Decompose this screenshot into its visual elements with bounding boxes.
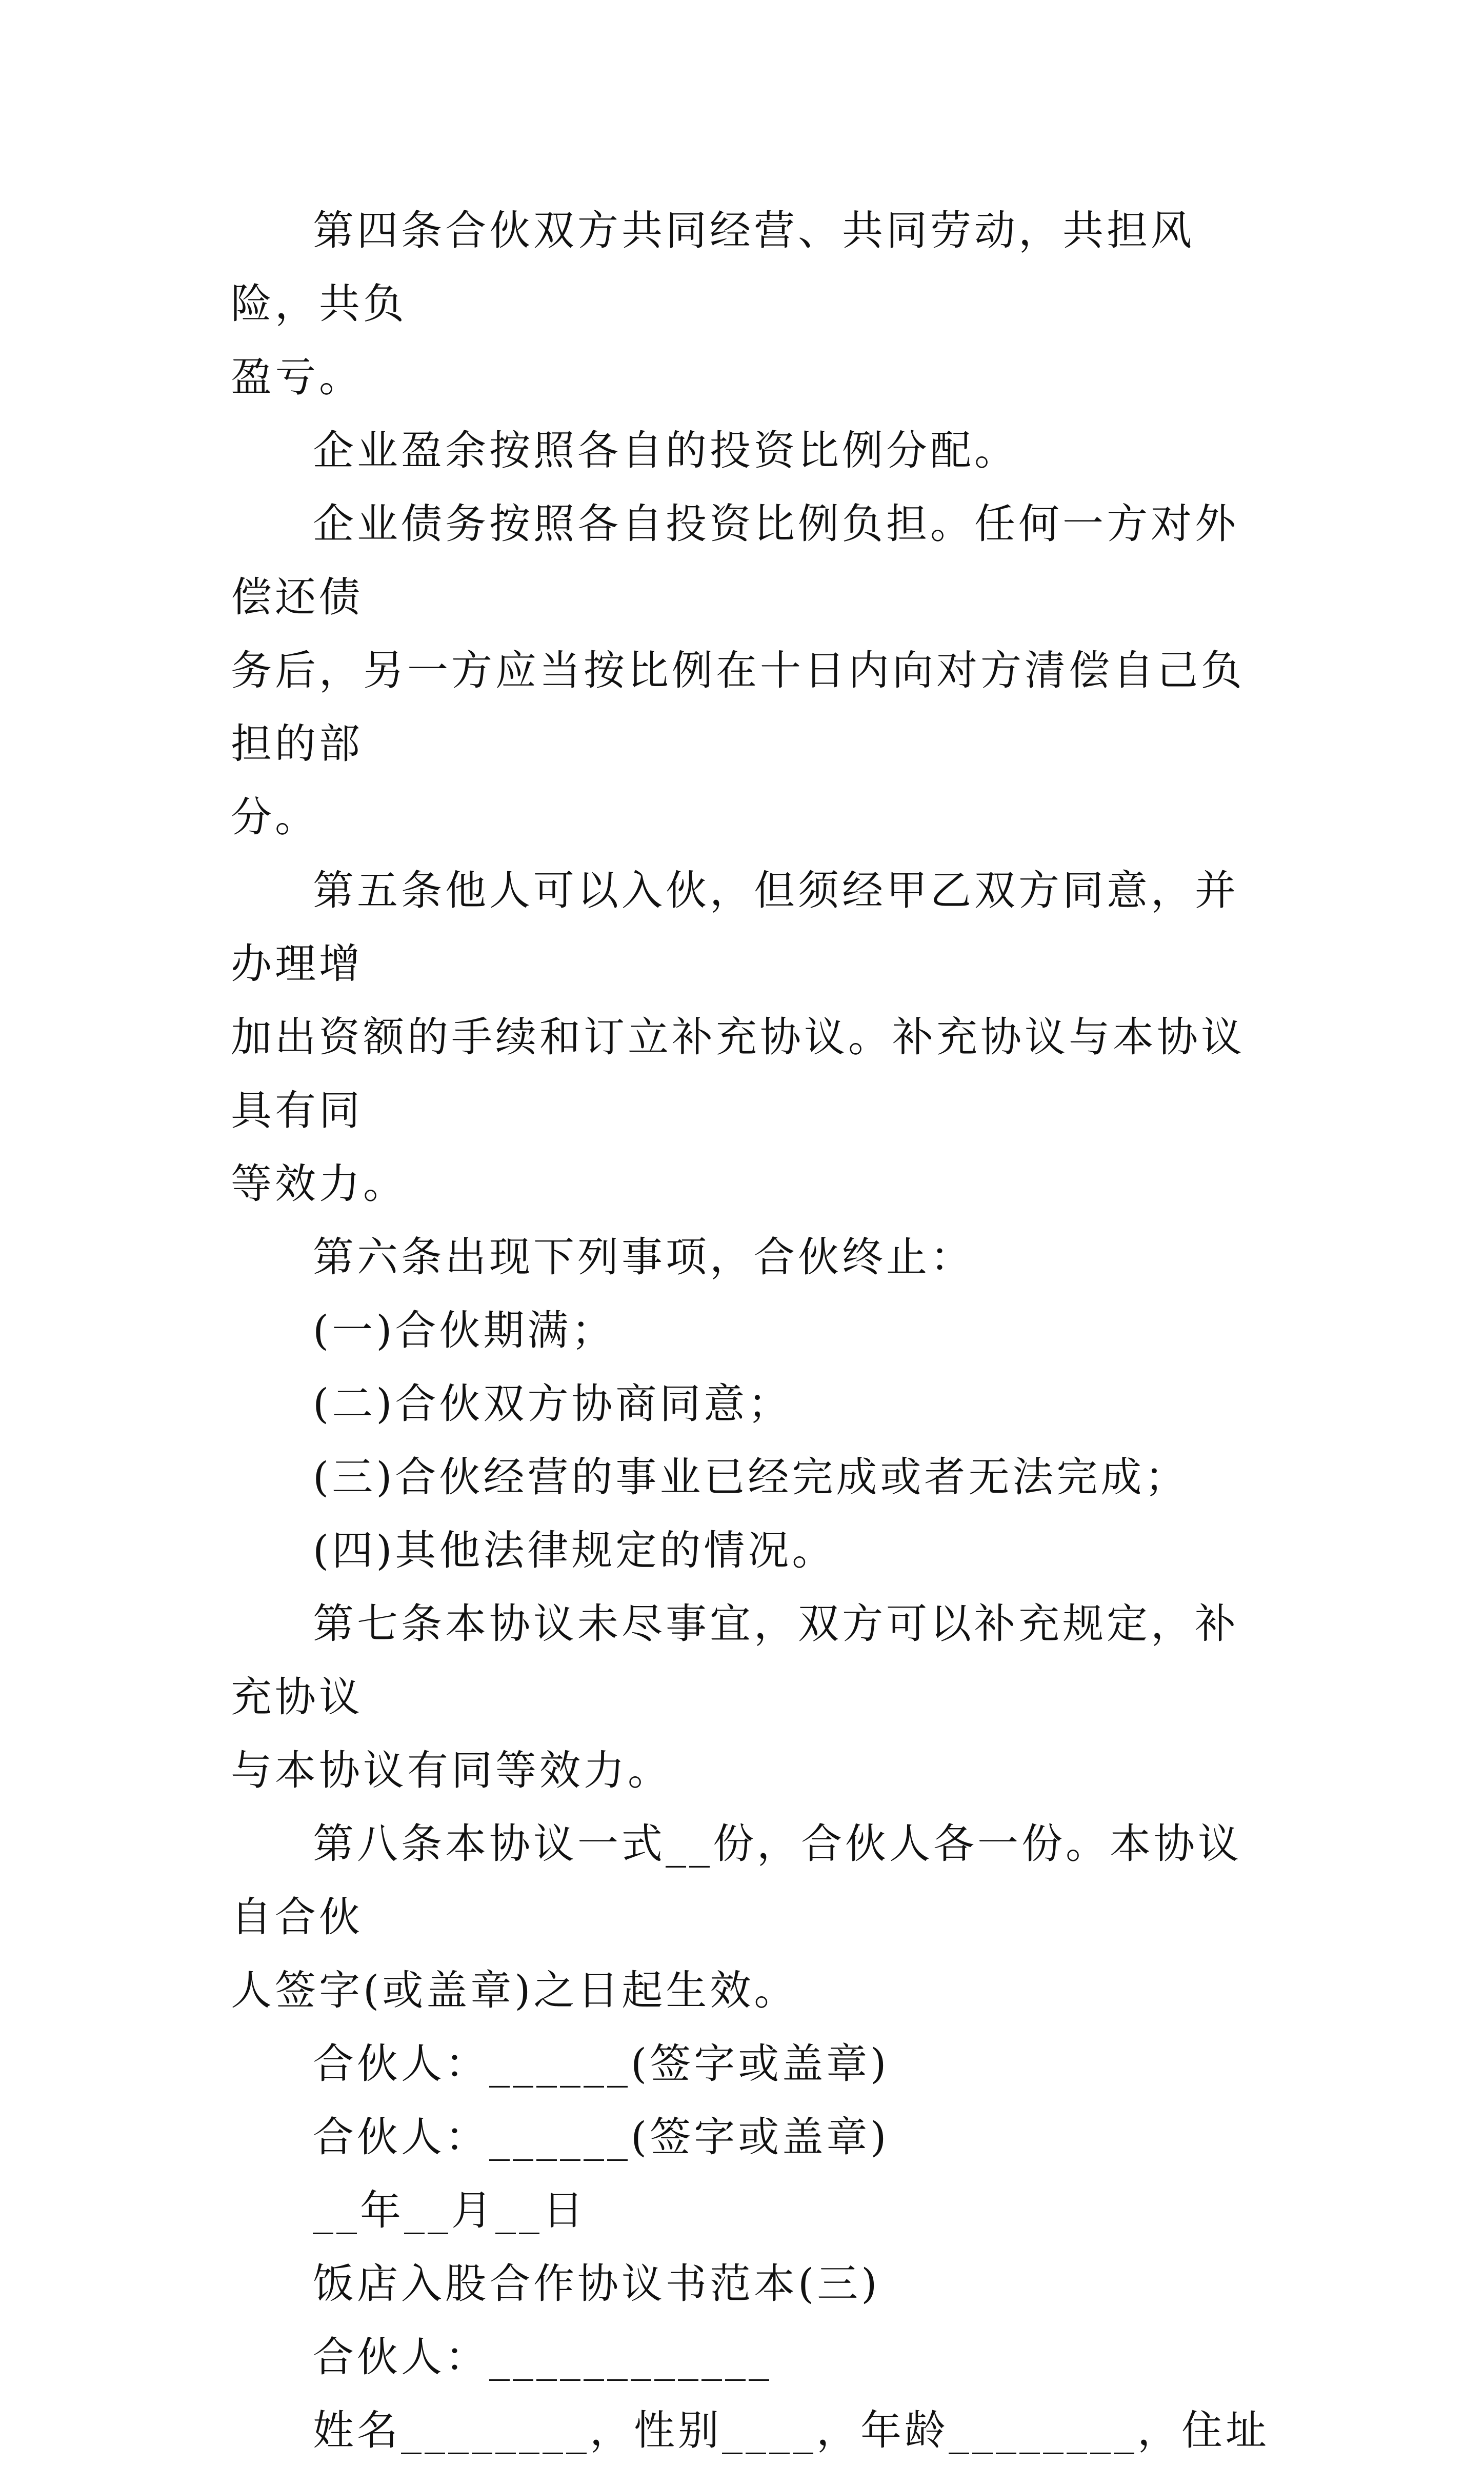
document-page — [231, 194, 1270, 2467]
line: 合伙人：____________ — [313, 2333, 772, 2381]
line: 人签字(或盖章)之日起生效。 — [231, 1967, 798, 2014]
partner-line — [231, 2320, 1270, 2394]
date-line — [231, 2174, 1270, 2247]
partner-info-line — [231, 2394, 1270, 2467]
list-item-2 — [231, 1367, 1270, 1440]
signature-line-2 — [231, 2100, 1270, 2174]
line: 企业盈余按照各自的投资比例分配。 — [313, 427, 1018, 474]
line: 合伙人：______(签字或盖章) — [313, 2113, 890, 2161]
line: 分。 — [231, 793, 319, 841]
line: (三)合伙经营的事业已经完成或者无法完成； — [313, 1453, 1189, 1501]
paragraph-article-7 — [231, 1587, 1270, 1807]
line: 企业债务按照各自投资比例负担。任何一方对外偿还债 — [231, 500, 1239, 621]
paragraph-profit-distribution — [231, 414, 1270, 487]
list-item-4 — [231, 1514, 1270, 1587]
line: 盈亏。 — [231, 353, 363, 401]
signature-line-1 — [231, 2027, 1270, 2100]
line: (二)合伙双方协商同意； — [313, 1380, 792, 1428]
line: 第六条出现下列事项，合伙终止： — [313, 1233, 974, 1281]
paragraph-article-8 — [231, 1807, 1270, 2027]
line: 第八条本协议一式__份，合伙人各一份。本协议自合伙 — [231, 1820, 1242, 1941]
line: 务后，另一方应当按比例在十日内向对方清偿自己负担的部 — [231, 647, 1245, 768]
section-title — [231, 2247, 1270, 2320]
line: 加出资额的手续和订立补充协议。补充协议与本协议具有同 — [231, 1013, 1245, 1134]
line: 第五条他人可以入伙，但须经甲乙双方同意，并办理增 — [231, 867, 1239, 988]
line: 等效力。 — [231, 1160, 407, 1208]
list-item-3 — [231, 1440, 1270, 1514]
line: 合伙人：______(签字或盖章) — [313, 2040, 890, 2088]
line: __年__月__日 — [313, 2187, 587, 2234]
line: 第四条合伙双方共同经营、共同劳动，共担风险，共负 — [231, 207, 1195, 328]
list-item-1 — [231, 1294, 1270, 1367]
line: 饭店入股合作协议书范本(三) — [313, 2260, 880, 2308]
paragraph-article-4 — [231, 194, 1270, 414]
paragraph-article-5 — [231, 854, 1270, 1220]
line: (一)合伙期满； — [313, 1307, 616, 1354]
line: 姓名________，性别____，年龄________，住址 — [313, 2406, 1270, 2454]
line: 第七条本协议未尽事宜，双方可以补充规定，补充协议 — [231, 1600, 1239, 1721]
paragraph-debt-burden — [231, 487, 1270, 854]
line: (四)其他法律规定的情况。 — [313, 1527, 836, 1574]
line: 与本协议有同等效力。 — [231, 1747, 672, 1794]
paragraph-article-6 — [231, 1220, 1270, 1294]
